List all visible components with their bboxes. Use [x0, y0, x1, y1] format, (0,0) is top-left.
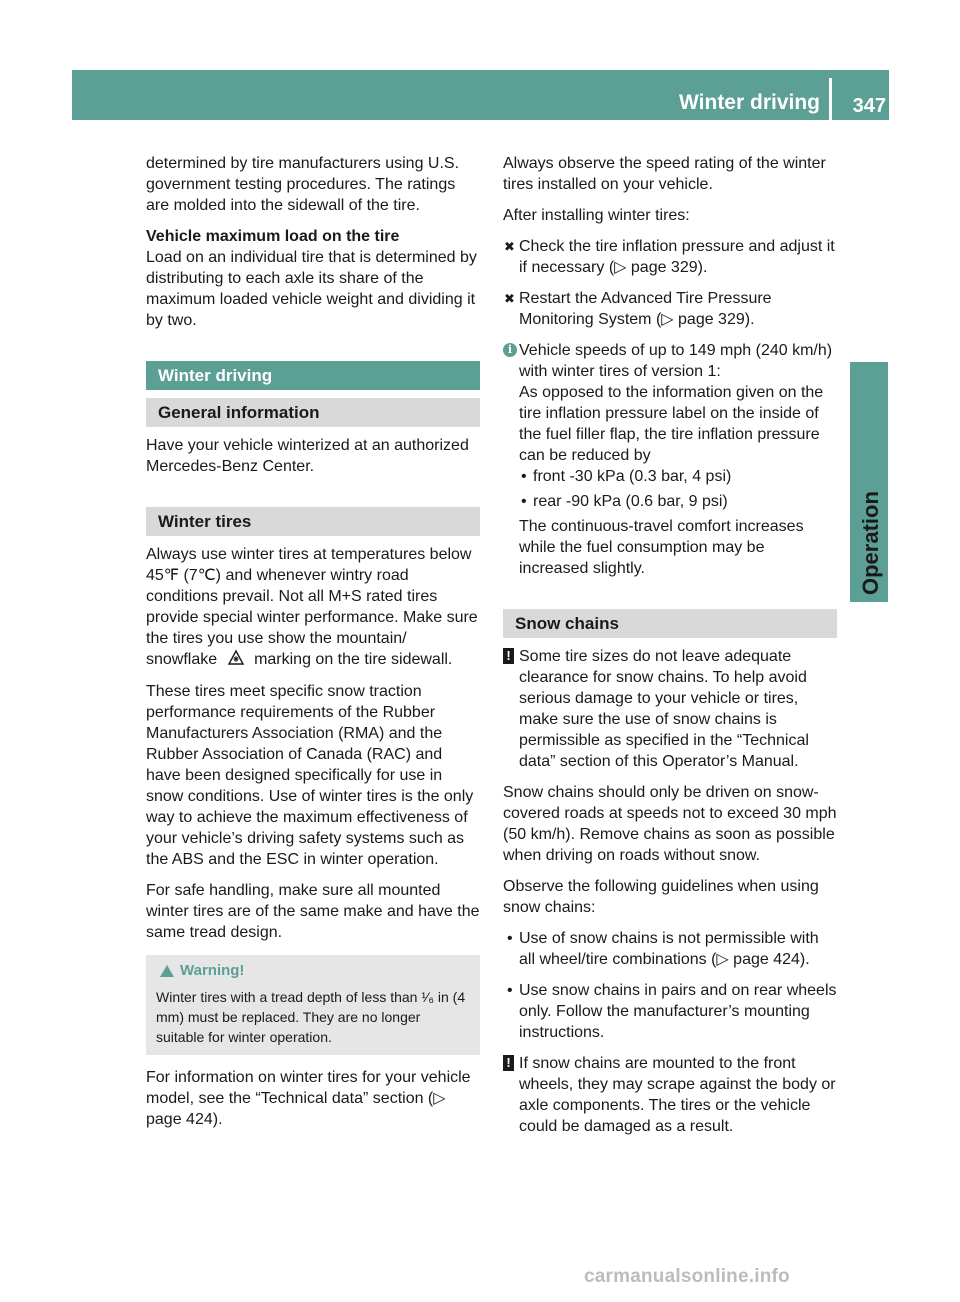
- info-note: [503, 340, 837, 579]
- caution-note: [503, 646, 837, 772]
- step-text: Restart the Advanced Tire Pressure Monitoring System (▷ page 329).: [519, 290, 772, 328]
- caution-icon: !: [503, 648, 514, 664]
- paragraph: Always observe the speed rating of the winter tires installed on your vehicle.: [503, 155, 826, 193]
- caution-note: [503, 1053, 837, 1137]
- warning-label: Warning!: [180, 962, 245, 979]
- text: marking on the tire sidewall.: [254, 651, 453, 669]
- text: Always use winter tires at temperatures below 45℉ (7℃) and whenever wintry road conditions prevail. Not all M+S rated tires provide special winter performance. Make sure the tires you use show the mountain/ snowflake: [146, 546, 478, 669]
- paragraph: For safe handling, make sure all mounted winter tires are of the same make and have the same tread design.: [146, 882, 480, 941]
- caution-text: If snow chains are mounted to the front wheels, they may scrape against the body or axle components. The tires or the vehicle could be damaged as a result.: [519, 1055, 836, 1135]
- left-column: [146, 153, 480, 1140]
- bullet-text: Use of snow chains is not permissible with all wheel/tire combinations (▷ page 424).: [519, 930, 819, 968]
- bullet-item: [503, 928, 837, 970]
- mountain-snowflake-icon: [228, 649, 244, 671]
- bullet-text: Use snow chains in pairs and on rear wheels only. Follow the manufacturer’s mounting instructions.: [519, 982, 837, 1041]
- warning-heading: [182, 961, 470, 981]
- section-heading-winter-driving: Winter driving: [146, 361, 480, 390]
- note-body: As opposed to the information given on the tire inflation pressure label on the inside of the fuel filler flap, the tire inflation pressure can be reduced by: [519, 384, 824, 464]
- paragraph: Load on an individual tire that is determined by distributing to each axle its share of the maximum loaded vehicle weight and dividing it by two.: [146, 249, 477, 329]
- step-item: [503, 236, 837, 278]
- paragraph: After installing winter tires:: [503, 207, 690, 224]
- paragraph: For information on winter tires for your vehicle model, see the “Technical data” section (▷ page 424).: [146, 1069, 471, 1128]
- paragraph: Observe the following guidelines when using snow chains:: [503, 878, 819, 916]
- step-arrow-icon: ✖: [504, 291, 515, 306]
- subsection-heading-winter-tires: Winter tires: [146, 507, 480, 536]
- bullet-item: [503, 980, 837, 1043]
- bullet-icon: •: [507, 930, 513, 947]
- bullet-text: front -30 kPa (0.3 bar, 4 psi): [533, 468, 732, 485]
- header-separator: [829, 78, 832, 120]
- bullet-icon: •: [507, 982, 513, 999]
- right-column: [503, 153, 837, 1147]
- bullet-icon: •: [521, 468, 527, 485]
- bullet-item: [519, 491, 837, 512]
- step-item: [503, 288, 837, 330]
- side-tab-label: Operation: [858, 491, 883, 595]
- paragraph: determined by tire manufacturers using U.S. government testing procedures. The ratings are molded into the sidewall of the tire.: [146, 155, 460, 214]
- paragraph: Have your vehicle winterized at an authorized Mercedes-Benz Center.: [146, 437, 469, 475]
- warning-text: Winter tires with a tread depth of less than ¹⁄₆ in (4 mm) must be replaced. They are no longer suitable for winter operation.: [156, 989, 466, 1045]
- note-end: The continuous-travel comfort increases while the fuel consumption may be increased slightly.: [519, 518, 804, 577]
- info-icon: i: [503, 343, 517, 357]
- header-title: Winter driving: [679, 91, 820, 114]
- step-text: Check the tire inflation pressure and adjust it if necessary (▷ page 329).: [519, 238, 835, 276]
- paragraph: [146, 544, 480, 671]
- note-intro: Vehicle speeds of up to 149 mph (240 km/h) with winter tires of version 1:: [519, 342, 833, 380]
- bullet-item: [519, 466, 837, 487]
- bullet-text: rear -90 kPa (0.6 bar, 9 psi): [533, 493, 728, 510]
- subsection-heading-snow-chains: Snow chains: [503, 609, 837, 638]
- warning-triangle-icon: [160, 965, 174, 977]
- page-number: 347: [852, 95, 886, 117]
- term-heading: Vehicle maximum load on the tire: [146, 228, 400, 245]
- bullet-icon: •: [521, 493, 527, 510]
- caution-icon: !: [503, 1055, 514, 1071]
- warning-box: [146, 955, 480, 1055]
- paragraph: Snow chains should only be driven on snow-covered roads at speeds not to exceed 30 mph (50 km/h). Remove chains as soon as possible when driving on roads without snow.: [503, 784, 837, 864]
- paragraph: These tires meet specific snow traction performance requirements of the Rubber Manufacturers Association (RMA) and the Rubber Association of Canada (RAC) and have been designed specifically for use in snow conditions. Use of winter tires is the only way to achieve the maximum effectiveness of your vehicle’s driving safety systems such as the ABS and the ESC in winter operation.: [146, 683, 474, 868]
- caution-text: Some tire sizes do not leave adequate clearance for snow chains. To help avoid serious damage to your vehicle or tires, make sure the use of snow chains is permissible as specified in the “Technical data” section of this Operator’s Manual.: [519, 648, 809, 770]
- step-arrow-icon: ✖: [504, 239, 515, 254]
- subsection-heading-general-information: General information: [146, 398, 480, 427]
- watermark: carmanualsonline.info: [584, 1266, 790, 1287]
